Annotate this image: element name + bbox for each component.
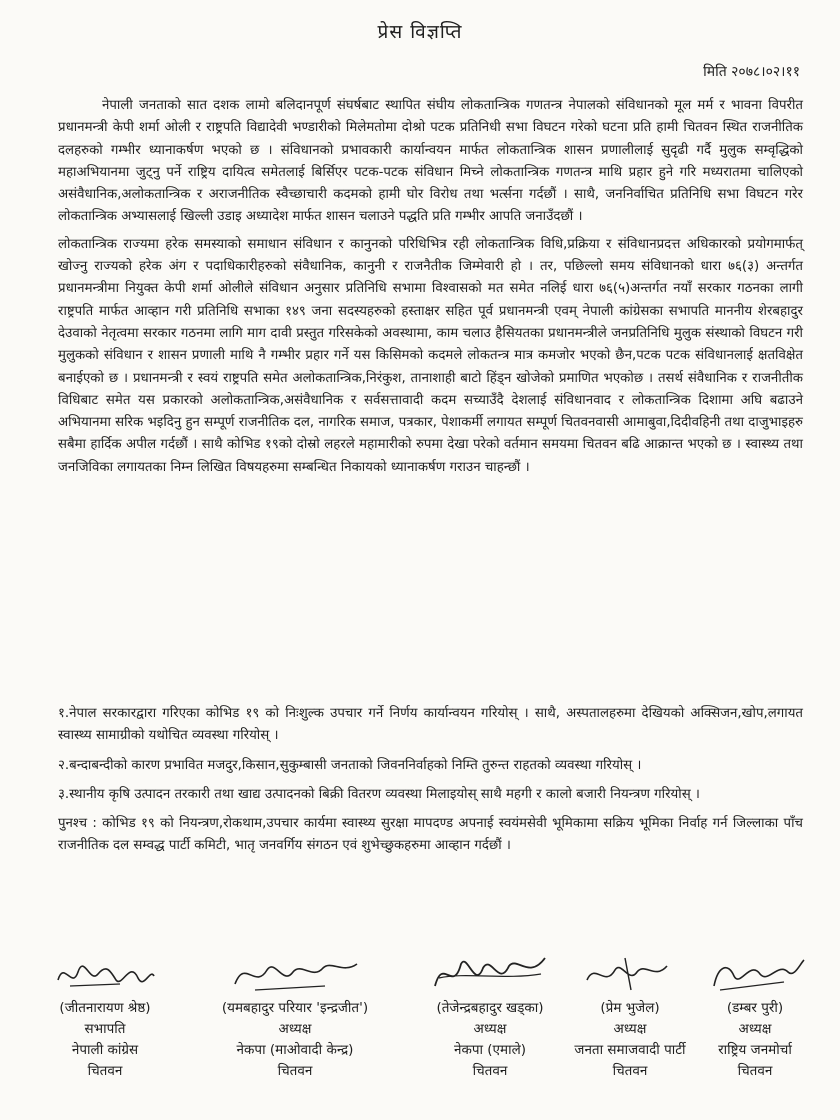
signatory-name: (प्रेम भुजेल) bbox=[600, 1000, 660, 1016]
signatory-place: चितवन bbox=[472, 1063, 508, 1079]
signatory-party: राष्ट्रिय जनमोर्चा bbox=[718, 1042, 792, 1058]
signatory-place: चितवन bbox=[277, 1063, 313, 1079]
signatory-party: नेपाली कांग्रेस bbox=[71, 1042, 139, 1058]
signature-3 bbox=[425, 950, 555, 998]
demand-item-3: ३.स्थानीय कृषि उत्पादन तरकारी तथा खाद्य उत्पादनको बिक्री वितरण व्यवस्था मिलाइयोस् साथै महगी र कालो बजारी नियन्त्रण गरियोस् । bbox=[58, 786, 700, 802]
signatory-1 bbox=[40, 950, 170, 1082]
signatory-post: अध्यक्ष bbox=[473, 1021, 507, 1037]
demands-list bbox=[58, 703, 803, 865]
signature-2 bbox=[225, 950, 365, 998]
signatory-4 bbox=[560, 950, 700, 1082]
signatory-party: नेकपा (माओवादी केन्द्र) bbox=[236, 1042, 354, 1058]
signature-5 bbox=[700, 950, 810, 998]
signature-1 bbox=[50, 950, 160, 998]
signatory-place: चितवन bbox=[737, 1063, 773, 1079]
signatory-post: अध्यक्ष bbox=[278, 1021, 312, 1037]
demand-item-2: २.बन्दाबन्दीको कारण प्रभावित मजदुर,किसान,सुकुम्बासी जनताको जिवननिर्वाहको निम्ति तुरुन्त राहतको व्यवस्था गरियोस् । bbox=[58, 757, 642, 773]
signatory-3 bbox=[410, 950, 570, 1082]
signatory-5 bbox=[690, 950, 820, 1082]
demand-item-1: १.नेपाल सरकारद्वारा गरिएका कोभिड १९ को निःशुल्क उपचार गर्ने निर्णय कार्यान्वयन गरियोस् । साथै, अस्पतालहरुमा देखियको अक्सिजन,खोप,लगायत स्वास्थ्य सामाग्रीको यथोचित व्यवस्था गरियोस् । bbox=[58, 706, 803, 744]
signature-4 bbox=[575, 950, 685, 998]
paragraph-2: लोकतान्त्रिक राज्यमा हरेक समस्याको समाधान संविधान र कानुनको परिधिभित्र रही लोकतान्त्रिक विधि,प्रक्रिया र संविधानप्रदत्त अधिकारको प्रयोगमार्फत् खोज्नु राज्यको हरेक अंग र पदाधिकारीहरुको संवैधानिक, कानुनी र राजनैतीक जिम्मेवारी हो । तर, पछिल्लो समय संविधानको धारा ७६(३) अन्तर्गत प्रधानमन्त्रीमा नियुक्त केपी शर्मा ओलीले संविधान अनुसार प्रतिनिधि सभामा विश्वासको मत समेत नलिई धारा ७६(५)अन्तर्गत नयाँ सरकार गठनका लागी राष्ट्रपति मार्फत आव्हान गरी प्रतिनिधि सभाका १४९ जना सदस्यहरुको हस्ताक्षर सहित पूर्व प्रधानमन्त्री एवम् नेपाली कांग्रेसका सभापति माननीय शेरबहादुर देउवाको नेतृत्वमा सरकार गठनमा लागि माग दावी प्रस्तुत गरिसकेको अवस्थामा, काम चलाउ हैसियतका प्रधानमन्त्रीले जनप्रतिनिधि मुलुक संस्थाको विघटन गरी मुलुकको संविधान र शासन प्रणाली माथि नै गम्भीर प्रहार गर्ने यस किसिमको कदमले लोकतन्त्र मात्र कमजोर भएको छैन,पटक पटक संविधानलाई क्षतविक्षेत बनाईएको छ । प्रधानमन्त्री र स्वयं राष्ट्रपति समेत अलोकतान्त्रिक,निरंकुश, तानाशाही बाटो हिंड्न खोजेको प्रमाणित भएकोछ । तसर्थ संवैधानिक र राजनीतीक विधिबाट समेत यस प्रकारको अलोकतान्त्रिक,असंवैधानिक र सर्वसत्तावादी कदम सच्याउँदै देशलाई संविधानवाद र लोकतान्त्रिक दिशामा अघि बढाउने अभियानमा सरिक भइदिनु हुन सम्पूर्ण राजनीतिक दल, नागरिक समाज, पत्रकार, पेशाकर्मी लगायत सम्पूर्ण चितवनवासी आमाबुवा,दिदीवहिनी तथा दाजुभाइहरु सबैमा हार्दिक अपील गर्दछौं । साथै कोभिड १९को दोस्रो लहरले महामारीको रुपमा देखा परेको वर्तमान समयमा चितवन बढि आक्रान्त भएको छ । स्वास्थ्य तथा जनजिविका लगायतका निम्न लिखित विषयहरुमा सम्बन्धित निकायको ध्यानाकर्षण गराउन चाहन्छौं । bbox=[58, 236, 803, 475]
body-text bbox=[58, 95, 803, 484]
signatory-2 bbox=[185, 950, 405, 1082]
document-title: प्रेस विज्ञप्ति bbox=[377, 21, 463, 43]
postscript: पुनश्च : कोभिड १९ को नियन्त्रण,रोकथाम,उपचार कार्यमा स्वास्थ्य सुरक्षा मापदण्ड अपनाई स्वयंमसेवी भूमिकामा सक्रिय भूमिका निर्वाह गर्न जिल्लाका पाँच राजनीतिक दल सम्वद्ध पार्टी कमिटी, भातृ जनवर्गिय संगठन एवं शुभेच्छुकहरुमा आव्हान गर्दछौं । bbox=[58, 816, 803, 854]
signatory-name: (तेजेन्द्रबहादुर खड्का) bbox=[436, 1000, 544, 1016]
signatory-post: अध्यक्ष bbox=[738, 1021, 772, 1037]
signature-block bbox=[40, 950, 820, 1110]
signatory-party: नेकपा (एमाले) bbox=[453, 1042, 527, 1058]
signatory-post: सभापति bbox=[84, 1021, 126, 1037]
signatory-place: चितवन bbox=[87, 1063, 123, 1079]
signatory-name: (यमबहादुर परियार 'इन्द्रजीत') bbox=[221, 1000, 369, 1016]
signatory-post: अध्यक्ष bbox=[613, 1021, 647, 1037]
signatory-place: चितवन bbox=[612, 1063, 648, 1079]
signatory-name: (डम्बर पुरी) bbox=[726, 1000, 784, 1016]
signatory-name: (जीतनारायण श्रेष्ठ) bbox=[59, 1000, 151, 1016]
document-date: मिति २०७८।०२।११ bbox=[703, 64, 800, 80]
signatory-party: जनता समाजवादी पार्टी bbox=[574, 1042, 686, 1058]
paragraph-1: नेपाली जनताको सात दशक लामो बलिदानपूर्ण संघर्षबाट स्थापित संघीय लोकतान्त्रिक गणतन्त्र नेपालको संविधानको मूल मर्म र भावना विपरीत प्रधानमन्त्री केपी शर्मा ओली र राष्ट्रपति विद्यादेवी भण्डारीको मिलेमतोमा दोश्रो पटक प्रतिनिधी सभा विघटन गरेको घटना प्रति हामी चितवन स्थित राजनीतिक दलहरुको गम्भीर ध्यानाकर्षण भएको छ । संविधानको प्रभावकारी कार्यान्वयन मार्फत लोकतान्त्रिक शासन प्रणालीलाई सुदृढी गर्दै मुलुक सम्वृद्धिको महाअभियानमा जुट्नु पर्ने राष्ट्रिय दायित्व समेतलाई बिर्सिएर पटक-पटक संविधान मिच्ने लोकतान्त्रिक गणतन्त्र माथि प्रहार हुने गरि मध्यरातमा चालिएको असंवैधानिक,अलोकतान्त्रिक र अराजनीतिक स्वैच्छाचारी कदमको हामी घोर विरोध तथा भर्त्सना गर्दछौं । साथै, जननिर्वाचित प्रतिनिधि सभा विघटन गरेर लोकतान्त्रिक अभ्यासलाई खिल्ली उडाइ अध्यादेश मार्फत शासन चलाउने पद्धति प्रति गम्भीर आपति जनाउँदछौं । bbox=[58, 98, 803, 225]
